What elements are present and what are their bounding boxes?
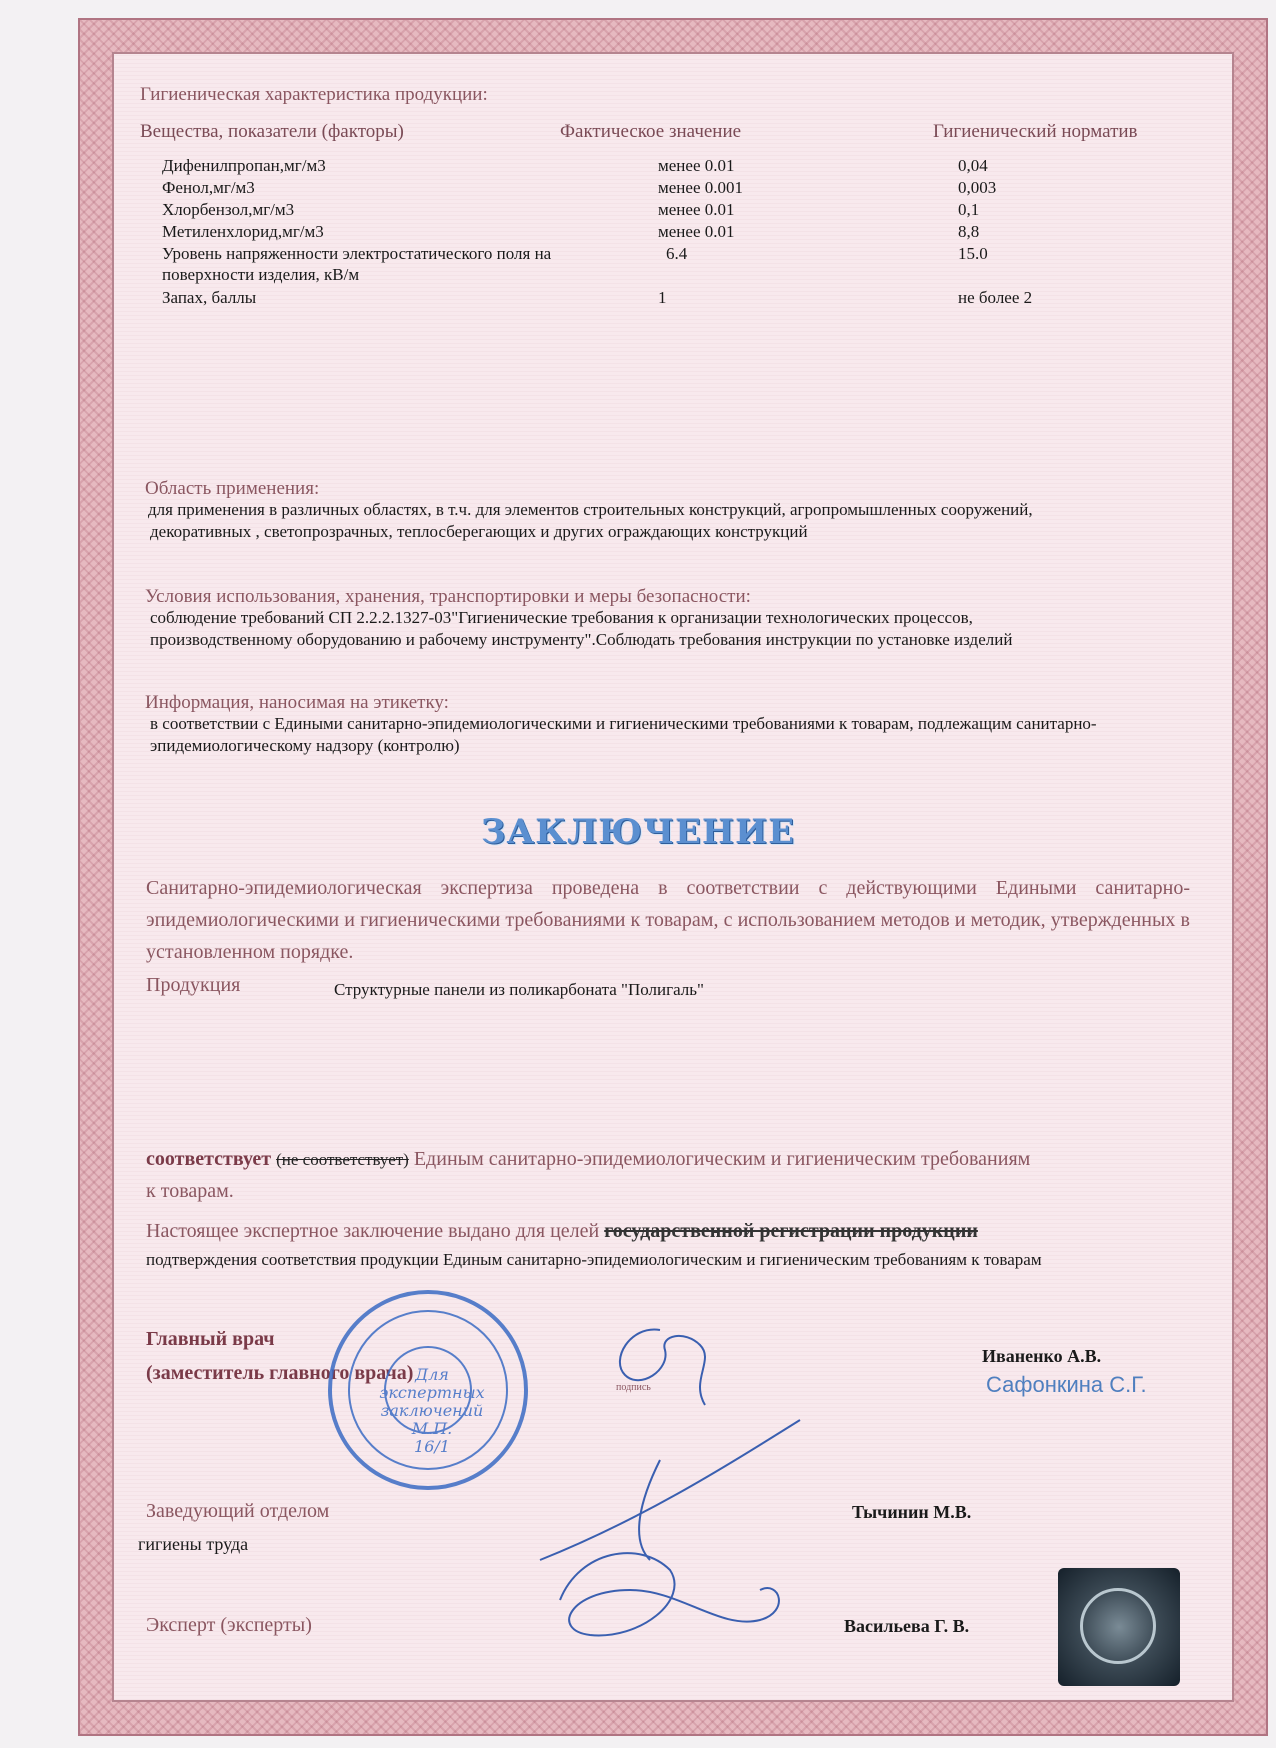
conditions-text-line2: производственному оборудованию и рабочему инструменту".Соблюдать требования инструкции по установке изделий [150, 630, 1013, 649]
expert-name: Васильева Г. В. [844, 1616, 970, 1636]
hygiene-title: Гигиеническая характеристика продукции: [140, 84, 488, 105]
table-row-actual: менее 0.001 [658, 178, 743, 197]
label-info-text-line2: эпидемиологическому надзору (контролю) [150, 736, 460, 755]
complies-line [146, 1148, 1030, 1171]
conditions-label: Условия использования, хранения, транспортировки и меры безопасности: [145, 586, 751, 607]
table-row-name: Фенол,мг/м3 [162, 178, 255, 197]
chief-label-deputy: (заместитель главного врача) [146, 1362, 414, 1384]
stamp-text: заключений [380, 1401, 484, 1420]
stamp-text: М.П. [411, 1419, 453, 1438]
table-row-actual: менее 0.01 [658, 156, 735, 175]
product-label: Продукция [146, 974, 241, 996]
deputy-name: Сафонкина С.Г. [986, 1372, 1147, 1397]
table-row-norm: 0,003 [958, 178, 997, 197]
stamp-text: 16/1 [414, 1437, 450, 1456]
col-norm-header: Гигиенический норматив [933, 121, 1138, 142]
col-actual-header: Фактическое значение [560, 121, 742, 142]
table-row-actual: менее 0.01 [658, 200, 735, 219]
hologram-seal [1058, 1568, 1180, 1686]
table-row-name: Дифенилпропан,мг/м3 [162, 156, 326, 175]
issued-for-text: Настоящее экспертное заключение выдано для целей [146, 1220, 600, 1242]
label-info-label: Информация, наносимая на этикетку: [145, 692, 449, 713]
application-text-line1: для применения в различных областях, в т.ч. для элементов строительных конструкций, агропромышленных сооружений, [148, 500, 1033, 519]
application-label: Область применения: [145, 478, 320, 499]
table-row-norm: не более 2 [958, 288, 1033, 307]
expert-signature [520, 1400, 820, 1660]
head-name: Тычинин М.В. [852, 1502, 972, 1522]
table-row-actual: 6.4 [666, 244, 688, 263]
table-row-norm: 0,04 [958, 156, 988, 175]
table-row-norm: 8,8 [958, 222, 980, 241]
head-label: Заведующий отделом [146, 1500, 330, 1522]
issued-line2: подтверждения соответствия продукции Единым санитарно-эпидемиологическим и гигиеническим требованиям к товарам [146, 1250, 1042, 1269]
table-row-norm: 0,1 [958, 200, 980, 219]
table-row-name: Запах, баллы [162, 288, 257, 307]
table-row-name: Уровень напряженности электростатического поля на [162, 244, 552, 263]
issued-line [146, 1220, 978, 1243]
complies-rest-line2: к товарам. [146, 1180, 234, 1202]
issued-struck-text: государственной регистрации продукции [604, 1220, 978, 1242]
col-substances-header: Вещества, показатели (факторы) [140, 121, 404, 142]
chief-name: Иваненко А.В. [982, 1346, 1102, 1366]
stamp-text: Для [415, 1365, 449, 1384]
conclusion-text: Санитарно-эпидемиологическая экспертиза проведена в соответствии с действующими Едиными санитарно-эпидемиологическими и гигиеническими требованиями к товарам, с использованием методов и методик, утвержденных в установленном порядке. [146, 877, 1190, 963]
signature-caption: подпись [616, 1382, 651, 1393]
head-label-dept: гигиены труда [138, 1534, 249, 1554]
label-info-text-line1: в соответствии с Едиными санитарно-эпидемиологическими и гигиеническими требованиями к товарам, подлежащим санитарно- [150, 714, 1097, 733]
table-row-actual: менее 0.01 [658, 222, 735, 241]
complies-rest: Единым санитарно-эпидемиологическим и гигиеническим требованиям [413, 1148, 1031, 1170]
conditions-text-line1: соблюдение требований СП 2.2.2.1327-03"Гигиенические требования к организации технологических процессов, [150, 608, 973, 627]
table-row-name: Хлорбензол,мг/м3 [162, 200, 295, 219]
table-row-actual: 1 [658, 288, 667, 307]
chief-label: Главный врач [146, 1328, 275, 1350]
stamp-text: экспертных [379, 1383, 485, 1402]
official-stamp [328, 1290, 528, 1490]
expert-label: Эксперт (эксперты) [146, 1614, 312, 1636]
application-text-line2: декоративных , светопрозрачных, теплосберегающих и других ограждающих конструкций [150, 522, 808, 541]
table-row-name: Метиленхлорид,мг/м3 [162, 222, 324, 241]
product-value: Структурные панели из поликарбоната "Полигаль" [334, 980, 704, 999]
conclusion-title: ЗАКЛЮЧЕНИЕ [480, 812, 796, 852]
table-row-name-cont: поверхности изделия, кВ/м [162, 265, 360, 284]
table-row-norm: 15.0 [958, 244, 988, 263]
not-complies-struck: (не соответствует) [276, 1150, 409, 1169]
complies-word: соответствует [146, 1148, 272, 1170]
